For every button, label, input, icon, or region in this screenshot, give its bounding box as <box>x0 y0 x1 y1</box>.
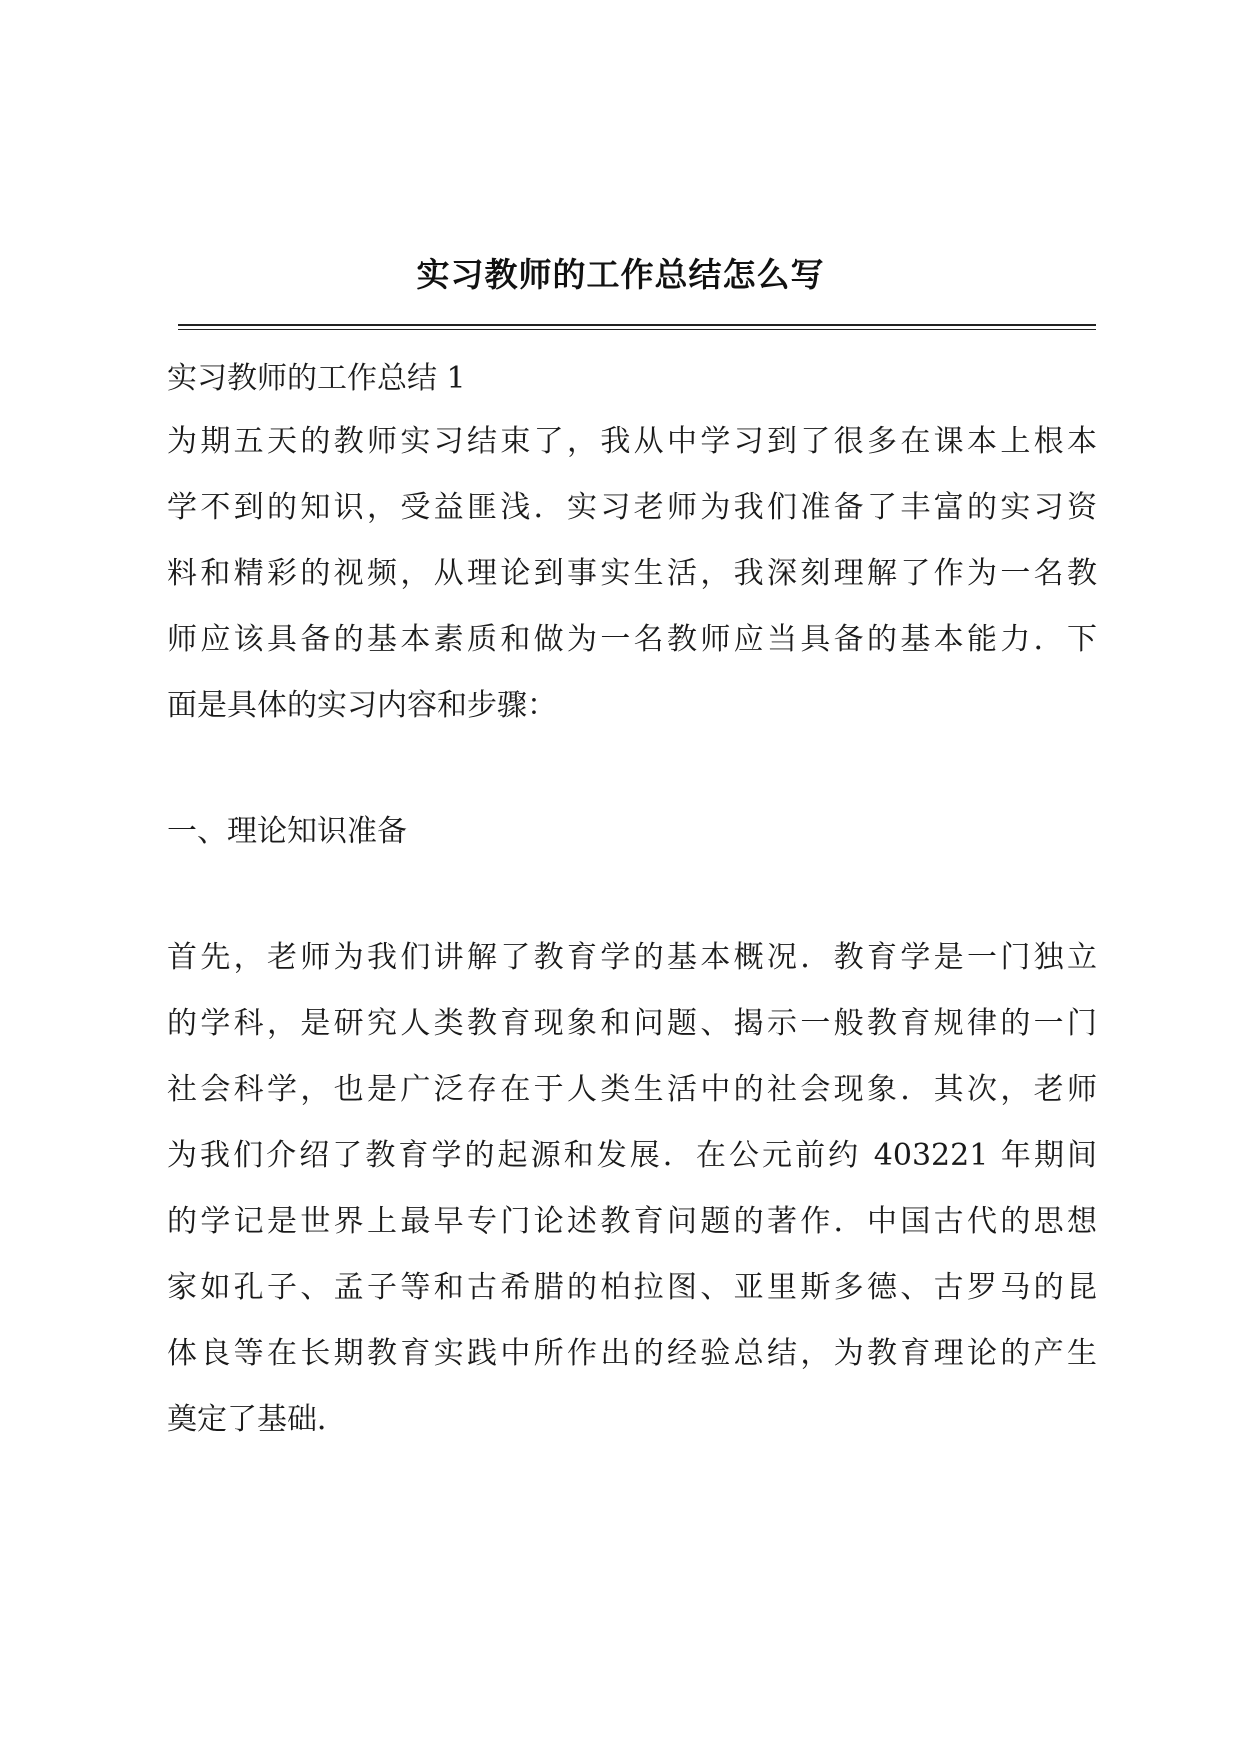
paragraph-line: 首先，老师为我们讲解了教育学的基本概况．教育学是一门独立 <box>167 940 1097 975</box>
paragraph-line: 为我们介绍了教育学的起源和发展．在公元前约 403221 年期间 <box>167 1138 1097 1173</box>
paragraph-line: 社会科学，也是广泛存在于人类生活中的社会现象．其次，老师 <box>167 1072 1097 1107</box>
subheading: 实习教师的工作总结 1 <box>167 361 466 396</box>
paragraph-line: 学不到的知识，受益匪浅．实习老师为我们准备了丰富的实习资 <box>167 490 1097 525</box>
paragraph-line: 为期五天的教师实习结束了，我从中学习到了很多在课本上根本 <box>167 424 1097 459</box>
paragraph-line: 家如孔子、孟子等和古希腊的柏拉图、亚里斯多德、古罗马的昆 <box>167 1270 1097 1305</box>
paragraph-line: 师应该具备的基本素质和做为一名教师应当具备的基本能力．下 <box>167 622 1097 657</box>
paragraph-line: 料和精彩的视频，从理论到事实生活，我深刻理解了作为一名教 <box>167 556 1097 591</box>
paragraph-line: 面是具体的实习内容和步骤： <box>167 688 557 723</box>
paragraph-line: 的学科，是研究人类教育现象和问题、揭示一般教育规律的一门 <box>167 1006 1097 1041</box>
section-heading: 一、理论知识准备 <box>167 814 407 849</box>
paragraph-line: 奠定了基础． <box>167 1402 347 1437</box>
document-title: 实习教师的工作总结怎么写 <box>416 255 825 294</box>
title-divider <box>178 324 1096 330</box>
paragraph-line: 的学记是世界上最早专门论述教育问题的著作．中国古代的思想 <box>167 1204 1097 1239</box>
paragraph-line: 体良等在长期教育实践中所作出的经验总结，为教育理论的产生 <box>167 1336 1097 1371</box>
